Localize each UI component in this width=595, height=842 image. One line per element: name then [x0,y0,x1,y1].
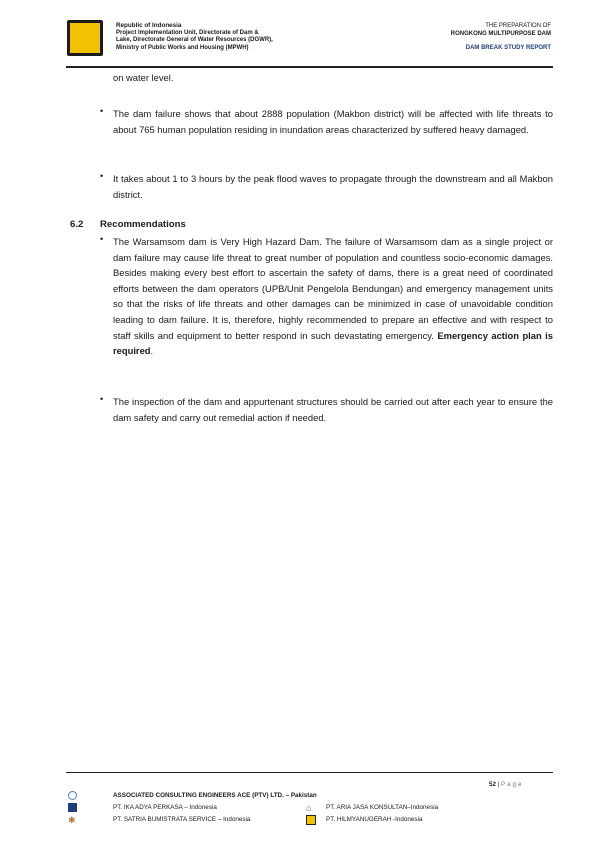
bullet3-text: The Warsamsom dam is Very High Hazard Dam. The failure of Warsamsom dam as a single project or dam failure may cause life threat to great number of population and countless socio-economic damages. Besides making every best effort to ascertain the safety of dams, there is a great need of coordinated efforts between the dam operators (UPB/Unit Pengelola Bendungan) and emergency management units so that the risks of life threats and other damages can be minimized in case of unavoidable condition leading to dam failure. It is, therefore, highly recommended to prepare an effective and with respect to staff skills and equipment to better respond in such devastating emergency. [113,236,553,341]
org-line3: Lake, Directorate General of Water Resources (DGWR), [116,37,273,44]
page-number [489,781,523,788]
page-number-value: 52 [489,781,496,788]
header-project [451,22,551,52]
header-right-line1: THE PREPARATION OF [485,23,551,29]
org-line4: Ministry of Public Works and Housing (MPWH) [116,44,249,51]
continued-text: on water level. [113,72,174,83]
section-title: Recommendations [100,219,186,230]
bullet-marker: • [100,234,104,244]
footer-divider [66,772,553,773]
header-divider [66,66,553,68]
bullet-paragraph-1: The dam failure shows that about 2888 population (Makbon district) will be affected with life threats to about 765 human population residing in inundation areas characterized by suffered heavy damaged. [113,108,553,135]
bullet3-emphasis: Emergency action plan is required [113,329,554,357]
footer-main-firm: ASSOCIATED CONSULTING ENGINEERS ACE (PTV) LTD. – Pakistan [113,792,317,799]
page-word: Page [500,781,524,788]
bullet-marker: • [100,394,104,404]
bullet-paragraph-4: The inspection of the dam and appurtenant structures should be carried out after each year to ensure the dam safety and carry out remedial action if needed. [113,396,553,423]
bullet-marker: • [100,106,104,116]
report-title: DAM BREAK STUDY REPORT [465,45,551,51]
footer-firm-2: PT. ARIA JASA KONSULTAN–Indonesia [326,804,439,811]
header-organization [116,22,306,52]
ika-logo-icon [68,803,77,812]
bullet-paragraph-2: It takes about 1 to 3 hours by the peak flood waves to propagate through the downstream and all Makbon district. [113,173,553,200]
page-separator: | [495,781,501,788]
bullet3-end: . [150,345,154,357]
ministry-logo-icon [67,20,103,56]
footer-firm-3: PT. SATRIA BUMISTRATA SERVICE – Indonesia [113,816,251,823]
footer-firm-4: PT. HILMYANUGERAH -Indonesia [326,816,423,823]
org-line2: Project Implementation Unit, Directorate of Dam & [116,29,259,36]
bullet-paragraph-3 [113,234,553,359]
hilmy-logo-icon [306,815,316,825]
aria-logo-icon: ⌂ [306,803,312,813]
org-line1: Republic of Indonesia [116,22,182,29]
footer-firm-1: PT. IKA ADYA PERKASA – Indonesia [113,804,217,811]
ace-logo-icon [68,791,77,800]
header-right-line2: RONGKONG MULTIPURPOSE DAM [450,31,551,37]
satria-logo-icon: ✱ [68,815,76,825]
bullet-marker: • [100,171,104,181]
section-number: 6.2 [70,219,84,230]
